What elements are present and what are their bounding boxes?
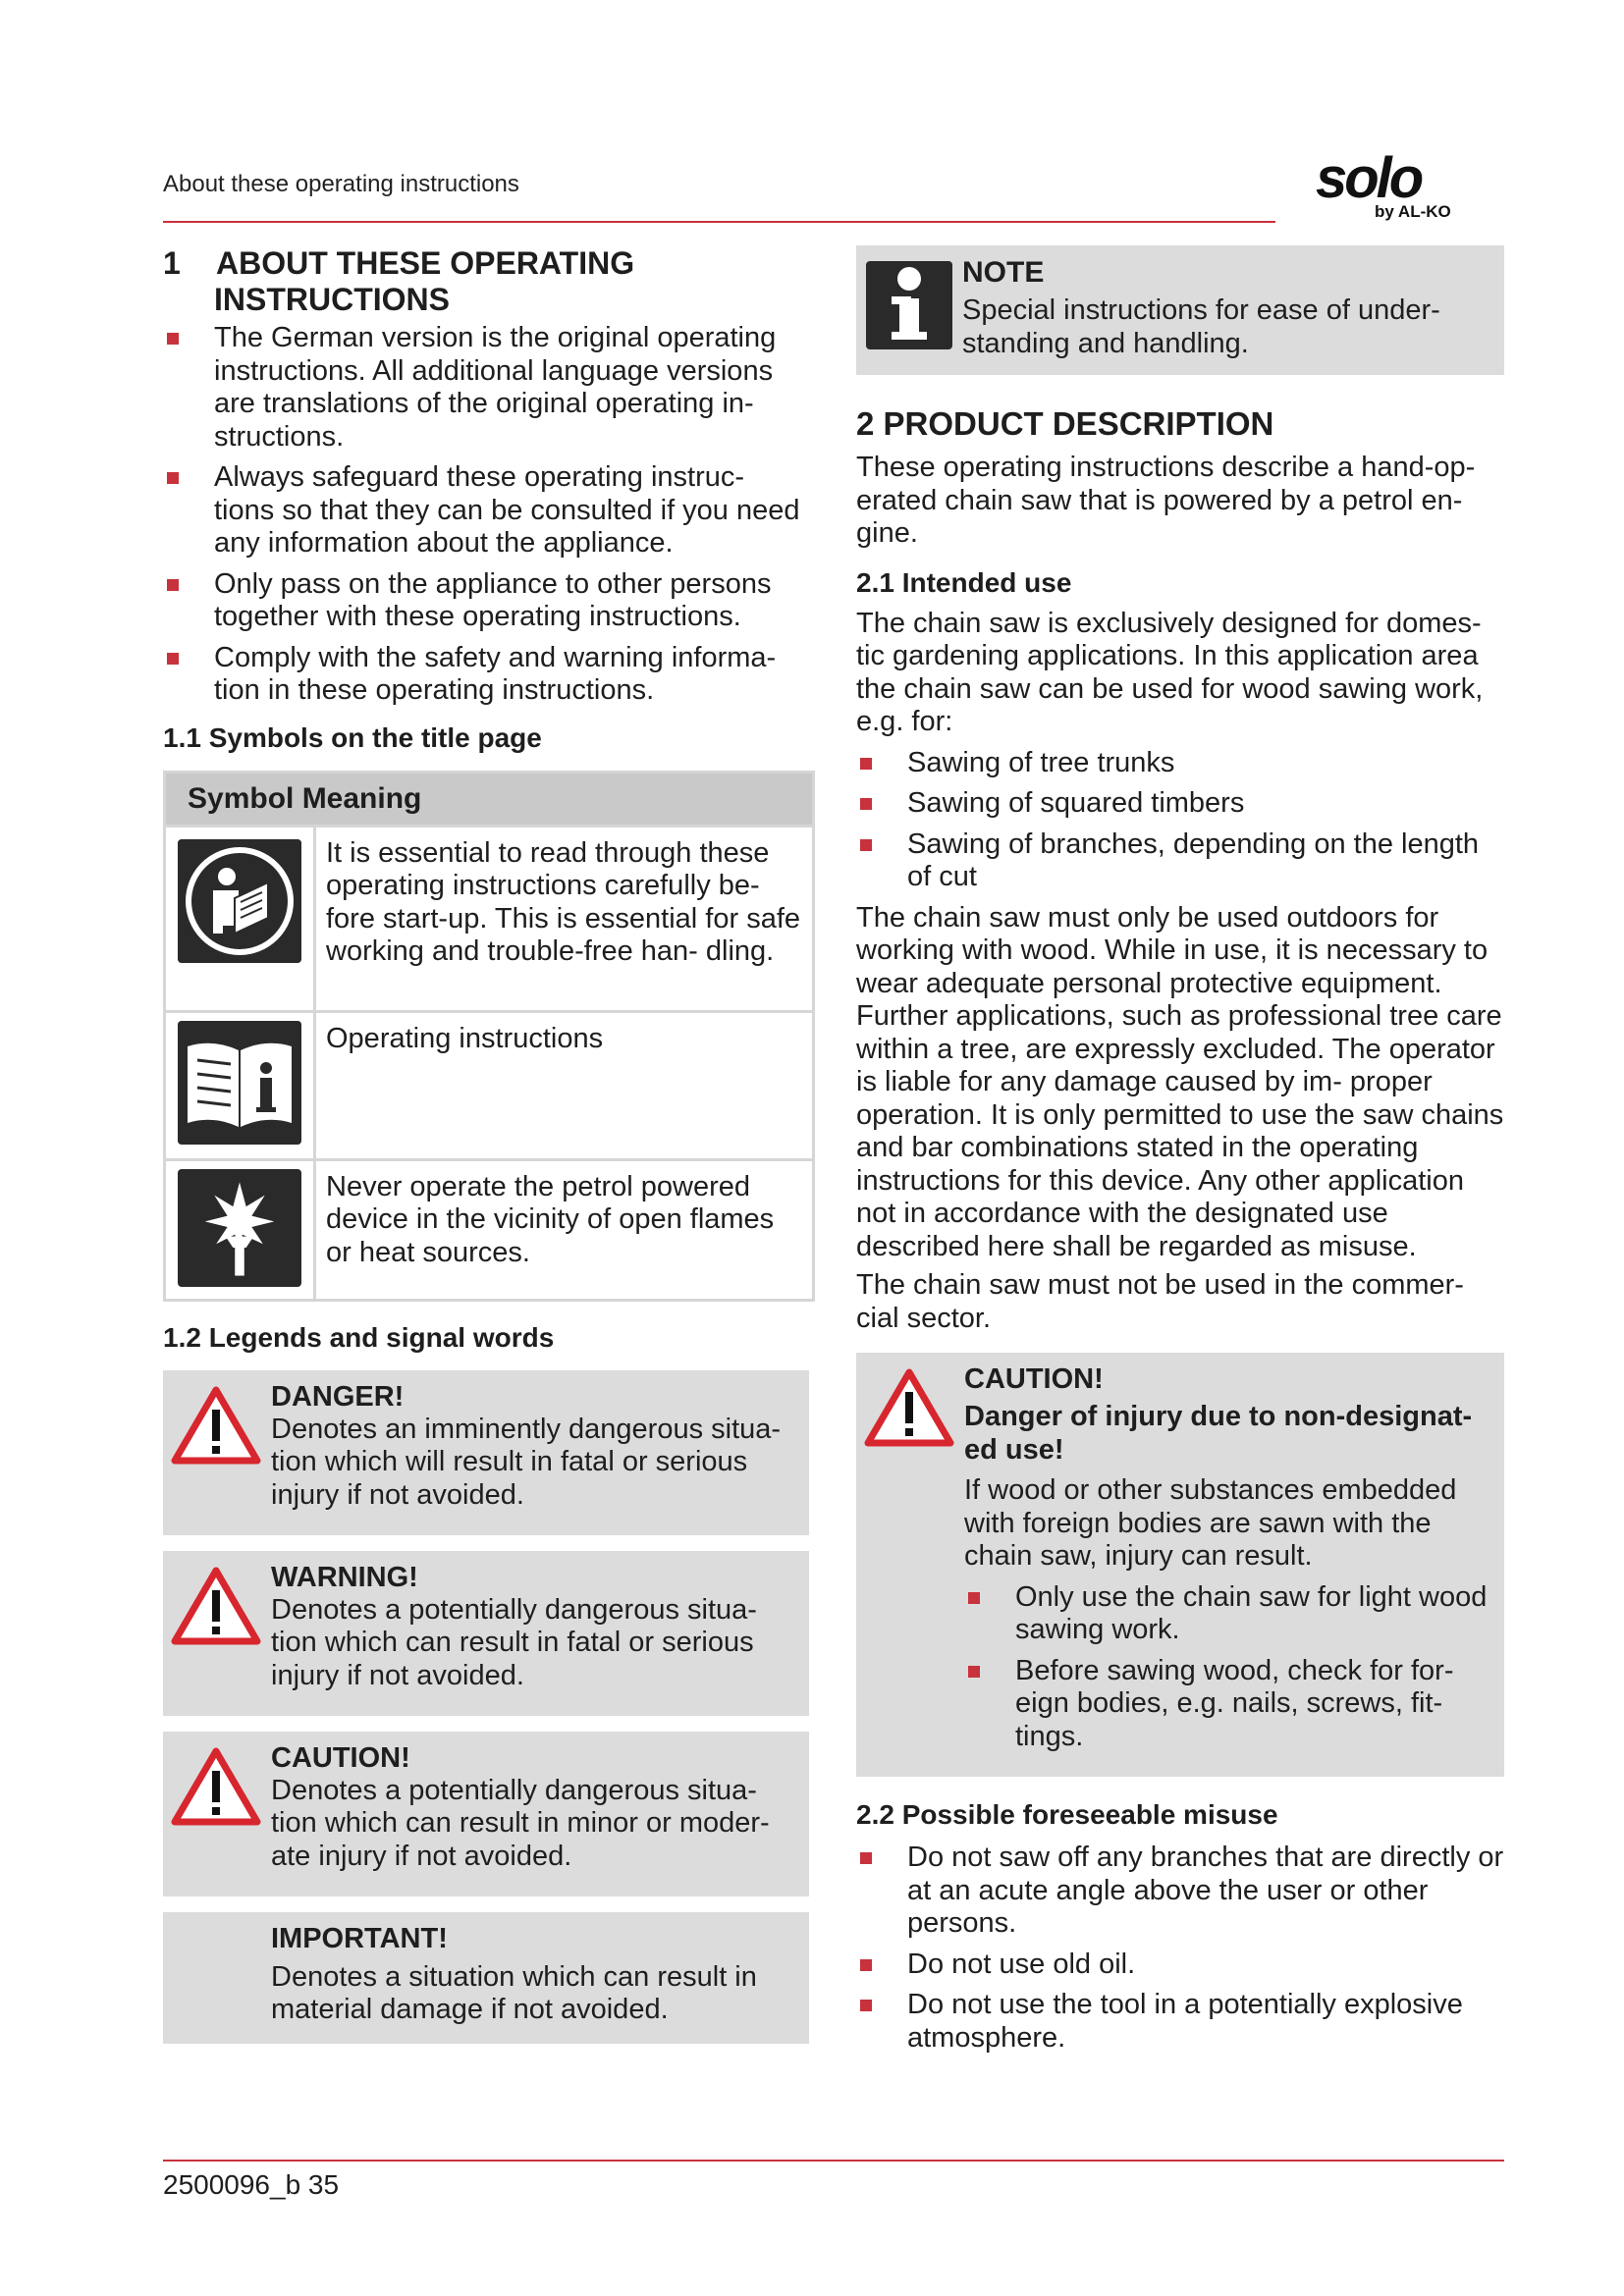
list-item: Before sawing wood, check for for- eign bodies, e.g. nails, screws, fit- tings. [964, 1655, 1492, 1754]
list-item: Always safeguard these operating instruc- tions so that they can be consulted if you need any information about the appliance. [163, 461, 809, 561]
symbol-cell [166, 1161, 316, 1299]
caution-non-designated-use-box [856, 1353, 1504, 1777]
danger-box [163, 1370, 809, 1535]
operating-instructions-icon [178, 1021, 301, 1145]
list-item: Only pass on the appliance to other persons together with these operating instructions. [163, 568, 809, 634]
read-manual-icon [178, 839, 301, 963]
list-item: Do not saw off any branches that are directly or at an acute angle above the user or other persons. [856, 1842, 1504, 1941]
section-1-number: 1 [163, 245, 181, 281]
symbol-meaning: It is essential to read through these operating instructions carefully be- fore start-up. This is essential for safe working and trouble-free han- dling. [326, 836, 801, 967]
bullet-square-icon [167, 579, 179, 591]
section-1-heading [163, 245, 809, 318]
list-item: Sawing of tree trunks [856, 747, 1504, 780]
header-divider [163, 221, 1275, 223]
bullet-square-icon [167, 472, 179, 484]
list-item: Do not use old oil. [856, 1949, 1504, 1982]
table-row [166, 1010, 812, 1158]
list-item: Do not use the tool in a potentially explosive atmosphere. [856, 1989, 1504, 2055]
note-box [856, 245, 1504, 375]
box-text: Denotes a potentially dangerous situa- tion which can result in minor or moder- ate injury if not avoided. [271, 1774, 770, 1872]
right-column [856, 404, 1504, 2062]
caution-box [163, 1732, 809, 1896]
section-2-1-intro: The chain saw is exclusively designed for domes- tic gardening applications. In this application area the chain saw can be used for wood sawing work, e.g. for: [856, 607, 1484, 737]
box-title: WARNING! [271, 1561, 418, 1593]
table-row [166, 825, 812, 1010]
symbol-meaning: Operating instructions [326, 1022, 604, 1054]
page-footer: 2500096_b 35 [163, 2169, 340, 2200]
no-open-flame-icon [178, 1169, 301, 1287]
list-item: Comply with the safety and warning informa- tion in these operating instructions. [163, 642, 809, 708]
caution-bullets [964, 1581, 1492, 1754]
box-title: DANGER! [271, 1380, 405, 1413]
box-text: If wood or other substances embedded with foreign bodies are sawn with the chain saw, injury can result. [964, 1474, 1457, 1572]
symbol-meaning: Never operate the petrol powered device in the vicinity of open flames or heat sources. [326, 1170, 775, 1268]
section-2-1-heading: 2.1 Intended use [856, 566, 1072, 598]
logo-wordmark: solo [1316, 146, 1422, 210]
bullet-square-icon [860, 758, 872, 770]
bullet-square-icon [860, 1852, 872, 1864]
symbols-table-header: Symbol Meaning [166, 774, 812, 825]
warning-triangle-icon [171, 1747, 261, 1826]
note-text: Special instructions for ease of under- standing and handling. [962, 294, 1440, 359]
symbols-table [163, 771, 815, 1302]
box-title: IMPORTANT! [271, 1922, 448, 1954]
box-text: Denotes a situation which can result in material damage if not avoided. [271, 1960, 757, 2025]
info-icon [866, 261, 952, 349]
bullet-square-icon [860, 2000, 872, 2011]
intended-use-list [856, 747, 1504, 894]
logo-subtitle: by AL-KO [1375, 202, 1451, 221]
symbol-cell [166, 1013, 316, 1158]
section-2-2-heading: 2.2 Possible foreseeable misuse [856, 1799, 1278, 1830]
box-title: CAUTION! [271, 1741, 410, 1774]
list-item: Sawing of squared timbers [856, 787, 1504, 821]
misuse-list [856, 1842, 1504, 2055]
box-text: Denotes a potentially dangerous situa- tion which can result in fatal or serious injury if not avoided. [271, 1593, 757, 1691]
footer-divider [163, 2160, 1504, 2162]
table-row [166, 1158, 812, 1299]
box-subtitle: Danger of injury due to non-designat- ed use! [964, 1401, 1473, 1466]
bullet-square-icon [860, 1959, 872, 1971]
bullet-square-icon [167, 333, 179, 345]
note-title: NOTE [962, 256, 1045, 289]
list-item: The German version is the original operating instructions. All additional language versions are translations of the original operating in- structions. [163, 322, 809, 454]
brand-logo [1316, 145, 1473, 224]
box-title: CAUTION! [964, 1363, 1104, 1395]
box-text: Denotes an imminently dangerous situa- tion which will result in fatal or serious injury if not avoided. [271, 1413, 782, 1511]
section-1-bullets [163, 322, 809, 708]
important-box [163, 1912, 809, 2044]
bullet-square-icon [860, 798, 872, 810]
bullet-square-icon [968, 1666, 980, 1678]
commercial-use-paragraph: The chain saw must not be used in the commer- cial sector. [856, 1269, 1464, 1334]
section-1-title-line1: ABOUT THESE OPERATING [216, 245, 635, 281]
symbol-cell [166, 828, 316, 1010]
warning-triangle-icon [864, 1368, 954, 1447]
running-title: About these operating instructions [163, 171, 519, 197]
bullet-square-icon [860, 839, 872, 851]
section-2-heading: 2 PRODUCT DESCRIPTION [856, 405, 1274, 442]
section-1-2-heading: 1.2 Legends and signal words [163, 1321, 555, 1353]
left-column [163, 245, 809, 2044]
bullet-square-icon [167, 653, 179, 665]
bullet-square-icon [968, 1592, 980, 1604]
list-item: Sawing of branches, depending on the length of cut [856, 828, 1504, 894]
warning-triangle-icon [171, 1567, 261, 1645]
warning-triangle-icon [171, 1386, 261, 1465]
section-1-1-heading: 1.1 Symbols on the title page [163, 721, 542, 753]
list-item: Only use the chain saw for light wood sawing work. [964, 1581, 1492, 1647]
intended-use-paragraph: The chain saw must only be used outdoors for working with wood. While in use, it is necessary to wear adequate personal protective equipment. Further applications, such as professional tree care within a tree, are expressly excluded. The operator is liable for any damage caused by im- proper operation. It is only permitted to use the saw chains and bar combinations stated in the operating instructions for this device. Any other application not in accordance with the designated use described here shall be regarded as misuse. [856, 901, 1504, 1262]
warning-box [163, 1551, 809, 1716]
section-1-title-line2: INSTRUCTIONS [214, 282, 450, 317]
section-2-intro: These operating instructions describe a hand-op- erated chain saw that is powered by a petrol en- gine. [856, 452, 1476, 549]
